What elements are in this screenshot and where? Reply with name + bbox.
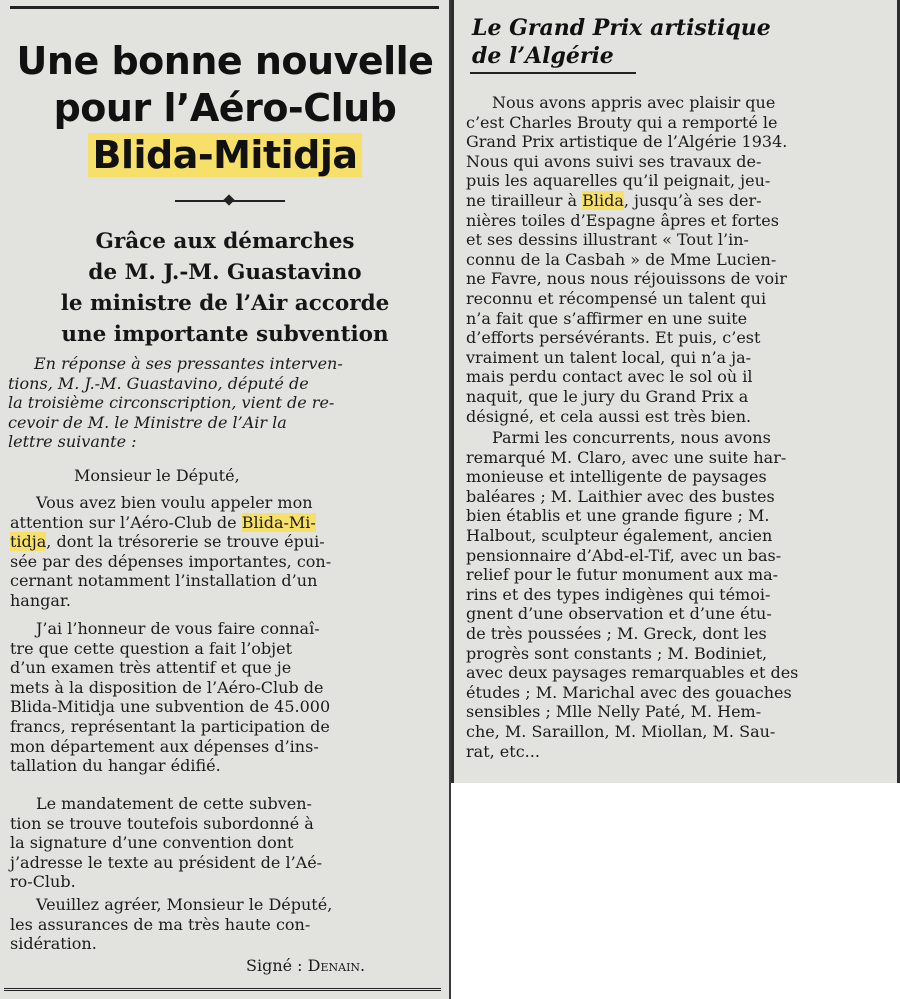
letter-paragraph-2: J’ai l’honneur de vous faire connaî- tre que cette question a fait l’objet d’un examen très attentif et que je mets à la disposition de l’Aéro-Club de Blida-Mitidja une subvention de 45.000 francs, représentant la participation de mon département aux dépenses d’ins- tallation du hangar édifié. bbox=[10, 619, 331, 776]
letter-paragraph-1: Vous avez bien voulu appeler mon attention sur l’Aéro-Club de Blida-Mi- tidja, dont la trésorerie se trouve épui- sée par des dépenses importantes, con- cernant notamment l’installation d’un hangar. bbox=[10, 493, 332, 610]
left-headline bbox=[14, 38, 436, 179]
headline-underline bbox=[470, 72, 636, 74]
headline-highlight: Blida-Mitidja bbox=[88, 133, 361, 177]
top-rule bbox=[10, 6, 439, 9]
highlight-tidja: tidja bbox=[10, 532, 47, 552]
highlight-blida-mitidja: Blida-Mi- bbox=[241, 512, 316, 532]
left-lead-paragraph: En réponse à ses pressantes interven- tions, M. J.-M. Guastavino, député de la troisième circonscription, vient de re- cevoir de M. le Ministre de l’Air la lettre suivante : bbox=[8, 354, 343, 452]
bottom-rule bbox=[4, 988, 441, 991]
right-article-column bbox=[451, 0, 900, 783]
left-subheadline: Grâce aux démarches de M. J.-M. Guastavino le ministre de l’Air accorde une importante subvention bbox=[60, 229, 390, 347]
ornament-divider bbox=[175, 198, 285, 204]
right-paragraph-2: Parmi les concurrents, nous avons remarqué M. Claro, avec une suite har- monieuse et intelligente de paysages baléares ; M. Laithier avec des bustes bien établis et une grande figure ; M. Halbout, sculpteur également, ancien pensionnaire d’Abd-el-Tif, avec un bas- relief pour le futur monument aux ma- rins et des types indigènes qui témoi- gnent d’une observation et d’une étu- de très poussées ; M. Greck, dont les progrès sont constants ; M. Bodiniet, avec deux paysages remarquables et des études ; M. Marichal avec des gouaches sensibles ; Mlle Nelly Paté, M. Hem- che, M. Saraillon, M. Miollan, M. Sau- rat, etc... bbox=[466, 428, 799, 761]
signature: Signé : Denain. bbox=[246, 956, 366, 975]
right-headline: Le Grand Prix artistique de l’Algérie bbox=[472, 15, 771, 69]
right-paragraph-1: Nous avons appris avec plaisir que c’est Charles Brouty qui a remporté le Grand Prix artistique de l’Algérie 1934. Nous qui avons suivi ses travaux de- puis les aquarelles qu’il peignait, jeu- ne tirailleur à Blida, jusqu’à ses der- nières toiles d’Espagne âpres et fortes et ses dessins illustrant « Tout l’in- connu de la Casbah » de Mme Lucien- ne Favre, nous nous réjouissons de voir reconnu et récompensé un talent qui n’a fait que s’affirmer en une suite d’efforts persévérants. Et puis, c’est vraiment un talent local, qui n’a ja- mais perdu contact avec le sol où il naquit, que le jury du Grand Prix a désigné, et cela aussi est très bien. bbox=[466, 93, 788, 426]
letter-paragraph-3: Le mandatement de cette subven- tion se trouve toutefois subordonné à la signature d’une convention dont j’adresse le texte au président de l’Aé- ro-Club. bbox=[10, 794, 323, 892]
letter-salutation: Monsieur le Député, bbox=[74, 466, 240, 485]
letter-paragraph-4: Veuillez agréer, Monsieur le Député, les assurances de ma très haute con- sidération. bbox=[10, 895, 333, 954]
signature-name: Denain. bbox=[307, 956, 366, 975]
headline-line-2: pour l’Aéro-Club bbox=[53, 86, 397, 130]
headline-line-1: Une bonne nouvelle bbox=[16, 39, 434, 83]
highlight-blida: Blida bbox=[582, 190, 624, 210]
